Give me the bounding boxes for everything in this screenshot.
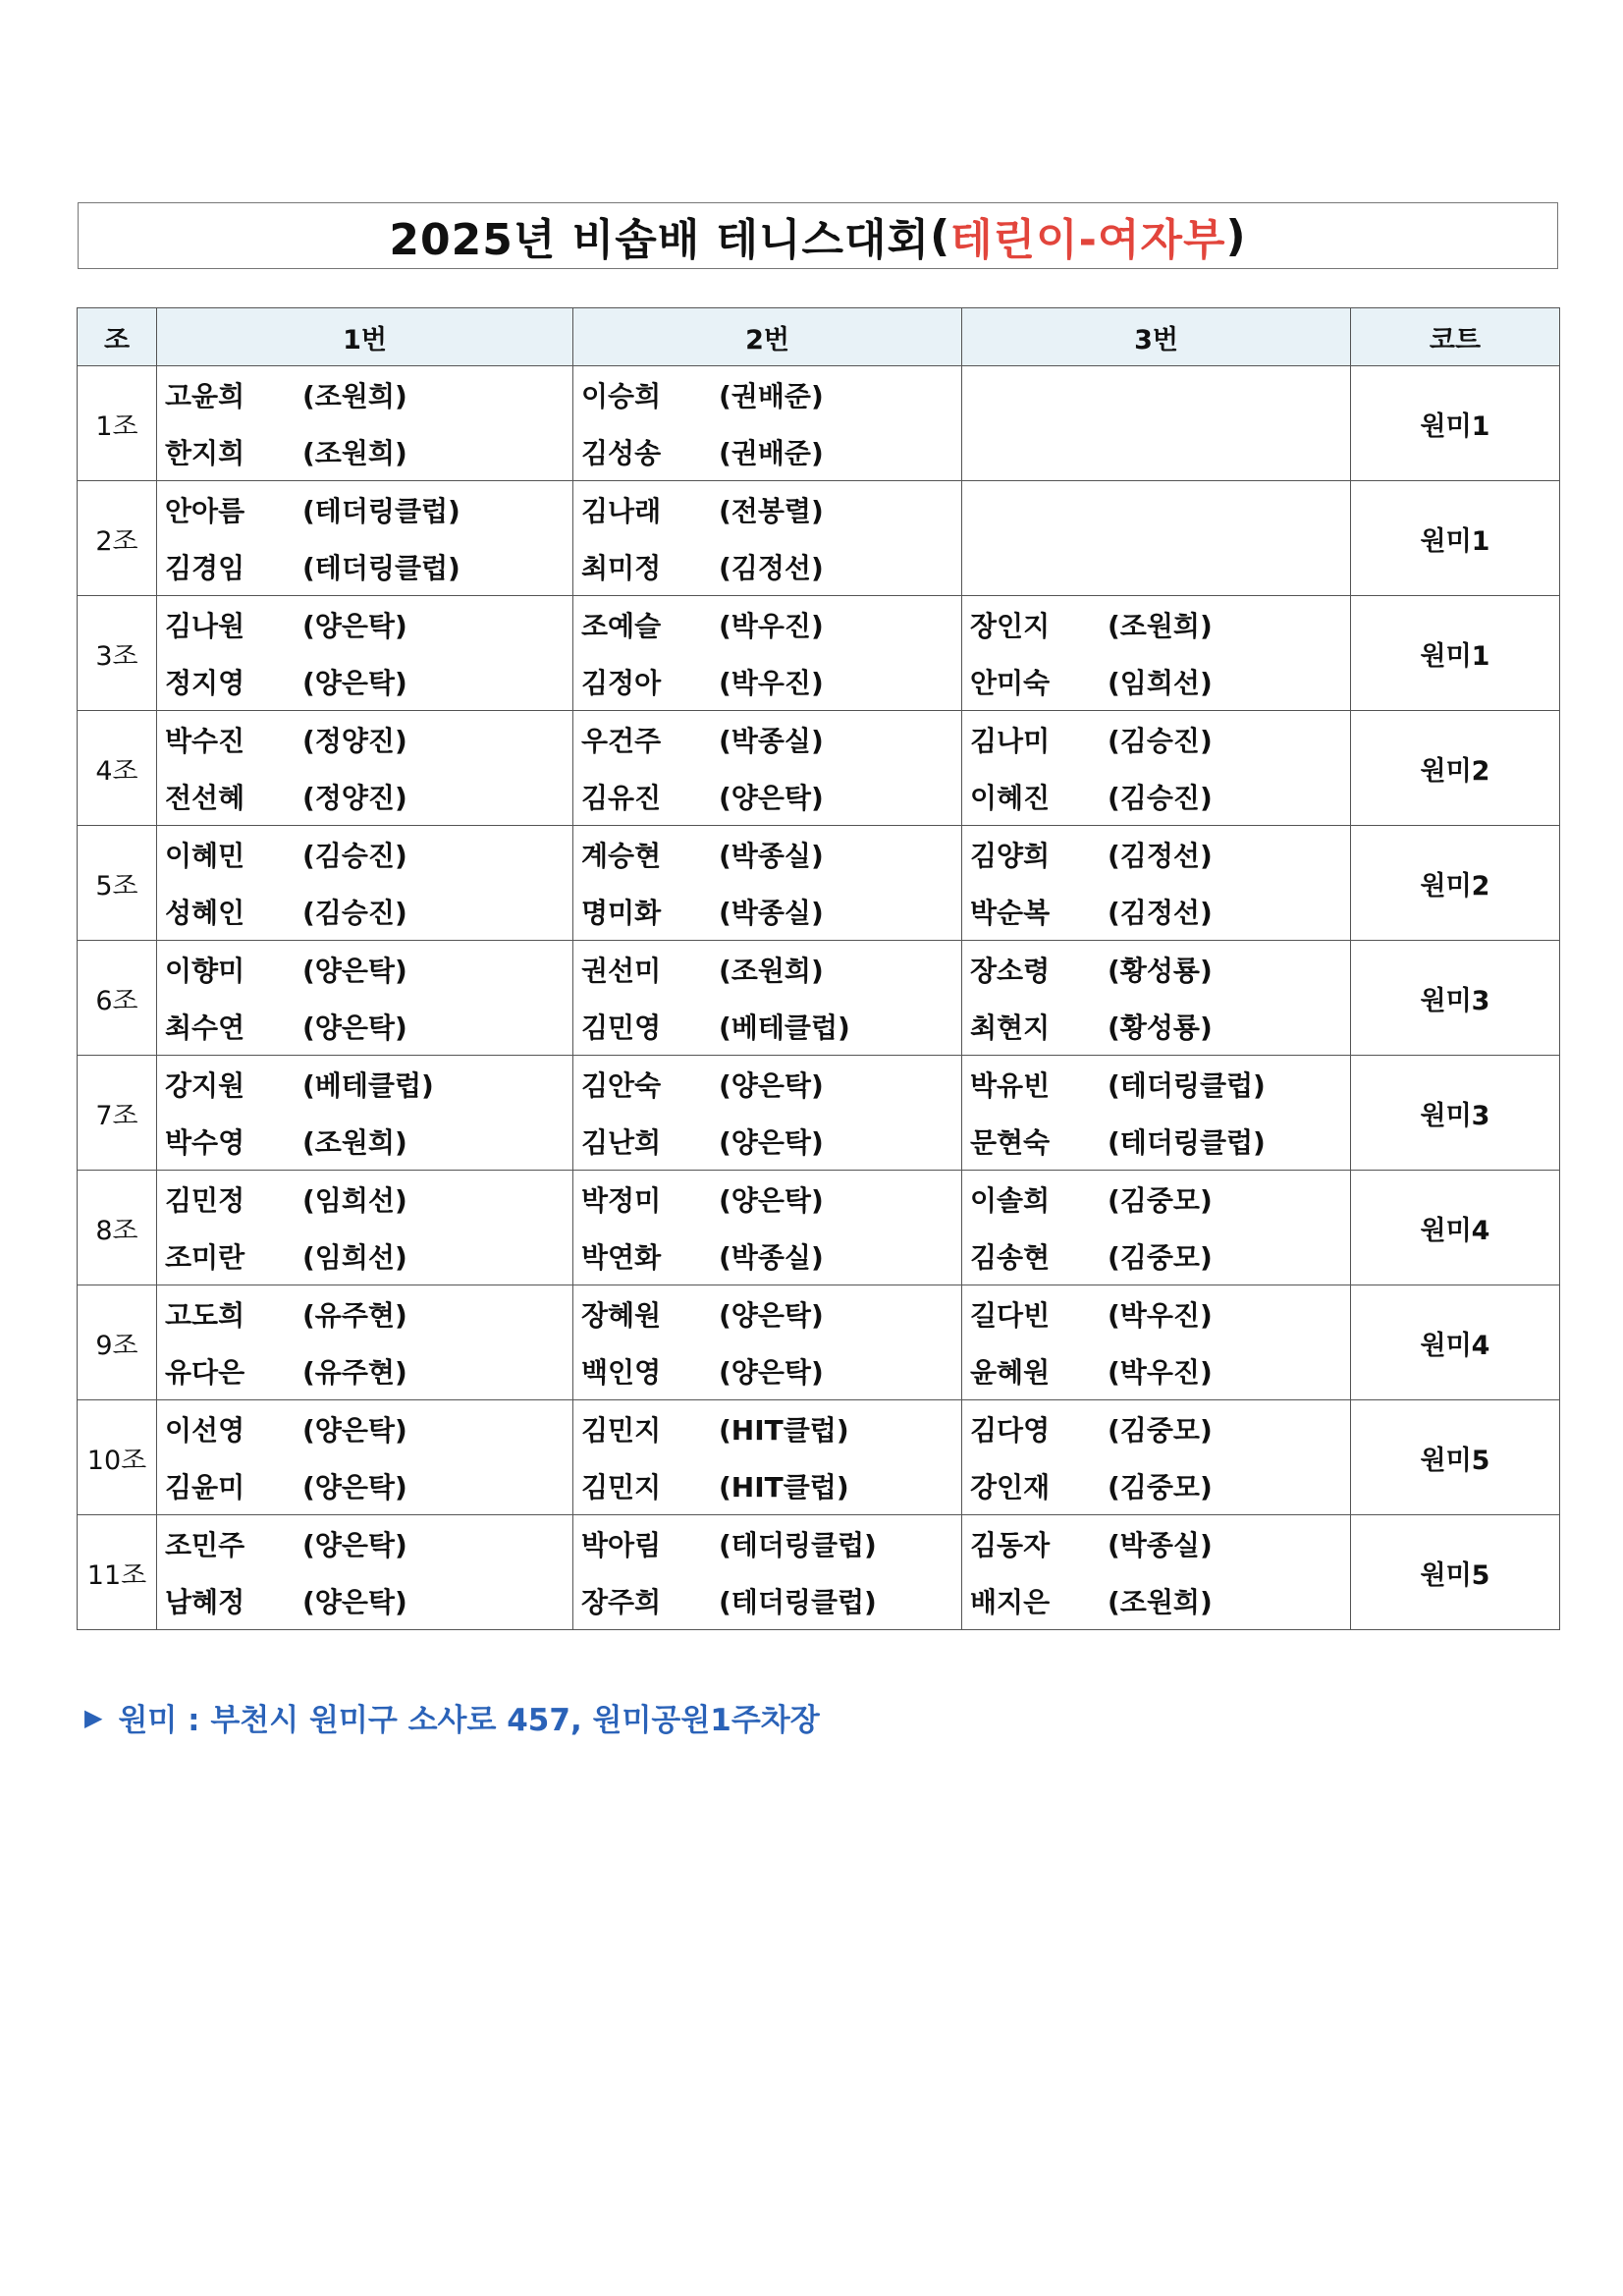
player-name: 김나원 xyxy=(165,610,245,642)
player-name: 박유빈 xyxy=(970,1069,1051,1102)
slot-cell xyxy=(157,366,573,481)
header-slot-1: 1번 xyxy=(157,308,573,366)
group-number: 7조 xyxy=(78,1056,157,1171)
slot-cell xyxy=(962,1056,1351,1171)
player-name: 김다영 xyxy=(970,1414,1051,1447)
player-name: 장혜원 xyxy=(581,1299,662,1332)
player-name: 백인영 xyxy=(581,1356,662,1389)
player-club: (베테클럽) xyxy=(302,1069,434,1102)
title-main: 2025년 비솝배 테니스대회 xyxy=(389,215,931,265)
player-club: (양은탁) xyxy=(719,1069,824,1102)
player-club: (테더링클럽) xyxy=(302,495,460,527)
player-name: 김안숙 xyxy=(581,1069,662,1102)
player-entry xyxy=(157,1056,572,1113)
slot-cell xyxy=(962,1285,1351,1400)
player-name: 김동자 xyxy=(970,1529,1051,1561)
player-club: (양은탁) xyxy=(719,1299,824,1332)
player-entry xyxy=(962,1056,1350,1113)
player-entry xyxy=(573,1228,961,1285)
group-number: 11조 xyxy=(78,1515,157,1630)
player-club: (HIT클럽) xyxy=(719,1414,849,1447)
slot-cell xyxy=(573,1171,962,1285)
player-club: (조원희) xyxy=(302,380,407,412)
group-row xyxy=(78,596,1560,711)
player-club: (양은탁) xyxy=(302,1414,407,1447)
slot-cell xyxy=(157,826,573,941)
player-club: (양은탁) xyxy=(302,667,407,699)
player-club: (테더링클럽) xyxy=(719,1529,877,1561)
player-entry xyxy=(962,1515,1350,1572)
player-club: (권배준) xyxy=(719,437,824,469)
court-label: 원미5 xyxy=(1351,1400,1560,1515)
player-club: (김승진) xyxy=(1108,725,1213,757)
court-label: 원미5 xyxy=(1351,1515,1560,1630)
player-name: 문현숙 xyxy=(970,1126,1051,1159)
court-label: 원미3 xyxy=(1351,941,1560,1056)
player-entry xyxy=(157,1572,572,1629)
player-entry xyxy=(157,941,572,998)
slot-cell xyxy=(962,1171,1351,1285)
player-name: 고윤희 xyxy=(165,380,245,412)
player-entry xyxy=(157,1515,572,1572)
header-court: 코트 xyxy=(1351,308,1560,366)
player-entry xyxy=(573,1056,961,1113)
player-name: 박수영 xyxy=(165,1126,245,1159)
player-entry xyxy=(573,1400,961,1457)
player-entry xyxy=(573,768,961,825)
player-name: 유다은 xyxy=(165,1356,245,1389)
player-club: (정양진) xyxy=(302,782,407,814)
slot-cell xyxy=(573,1056,962,1171)
group-row xyxy=(78,366,1560,481)
player-club: (조원희) xyxy=(302,437,407,469)
court-label: 원미2 xyxy=(1351,826,1560,941)
player-entry xyxy=(962,1457,1350,1514)
slot-cell xyxy=(962,481,1351,596)
player-name: 남혜정 xyxy=(165,1586,245,1618)
court-label: 원미2 xyxy=(1351,711,1560,826)
player-name: 박순복 xyxy=(970,897,1051,929)
group-row xyxy=(78,1285,1560,1400)
player-club: (김중모) xyxy=(1108,1241,1213,1274)
player-name: 최현지 xyxy=(970,1011,1051,1044)
slot-cell xyxy=(157,1515,573,1630)
player-entry xyxy=(962,1285,1350,1342)
player-club: (김중모) xyxy=(1108,1414,1213,1447)
slot-cell xyxy=(157,481,573,596)
player-name: 김정아 xyxy=(581,667,662,699)
player-name: 박정미 xyxy=(581,1184,662,1217)
player-club: (김승진) xyxy=(1108,782,1213,814)
slot-cell xyxy=(573,1400,962,1515)
player-club: (김정선) xyxy=(1108,840,1213,872)
player-entry xyxy=(573,481,961,538)
player-club: (양은탁) xyxy=(302,610,407,642)
player-club: (황성룡) xyxy=(1108,955,1213,987)
player-club: (김승진) xyxy=(302,840,407,872)
slot-cell xyxy=(573,941,962,1056)
player-name: 김민지 xyxy=(581,1414,662,1447)
group-number: 5조 xyxy=(78,826,157,941)
header-slot-2: 2번 xyxy=(573,308,962,366)
player-club: (박우진) xyxy=(719,667,824,699)
player-entry xyxy=(157,366,572,423)
player-name: 최수연 xyxy=(165,1011,245,1044)
group-number: 6조 xyxy=(78,941,157,1056)
court-label: 원미1 xyxy=(1351,596,1560,711)
player-entry xyxy=(573,1285,961,1342)
group-number: 8조 xyxy=(78,1171,157,1285)
group-number: 1조 xyxy=(78,366,157,481)
player-entry xyxy=(573,826,961,883)
player-entry xyxy=(573,1342,961,1399)
group-row xyxy=(78,711,1560,826)
group-row xyxy=(78,1515,1560,1630)
player-club: (임희선) xyxy=(302,1184,407,1217)
player-name: 김민영 xyxy=(581,1011,662,1044)
slot-cell xyxy=(573,481,962,596)
player-club: (테더링클럽) xyxy=(1108,1126,1266,1159)
group-row xyxy=(78,1171,1560,1285)
player-name: 한지희 xyxy=(165,437,245,469)
player-entry xyxy=(157,653,572,710)
player-entry xyxy=(573,1515,961,1572)
player-club: (김정선) xyxy=(1108,897,1213,929)
player-entry xyxy=(157,883,572,940)
player-entry xyxy=(962,711,1350,768)
player-name: 박연화 xyxy=(581,1241,662,1274)
location-note xyxy=(84,1695,820,1739)
player-club: (조원희) xyxy=(302,1126,407,1159)
player-name: 김나미 xyxy=(970,725,1051,757)
player-name: 이향미 xyxy=(165,955,245,987)
group-number: 10조 xyxy=(78,1400,157,1515)
page-title xyxy=(78,202,1558,269)
player-club: (양은탁) xyxy=(719,1126,824,1159)
player-name: 최미정 xyxy=(581,552,662,584)
player-club: (조원희) xyxy=(719,955,824,987)
player-club: (김정선) xyxy=(719,552,824,584)
group-row xyxy=(78,481,1560,596)
slot-cell xyxy=(157,941,573,1056)
player-name: 우건주 xyxy=(581,725,662,757)
player-entry xyxy=(573,1572,961,1629)
player-entry xyxy=(157,998,572,1055)
player-name: 전선혜 xyxy=(165,782,245,814)
player-name: 명미화 xyxy=(581,897,662,929)
player-name: 안아름 xyxy=(165,495,245,527)
court-label: 원미1 xyxy=(1351,366,1560,481)
player-entry xyxy=(962,883,1350,940)
player-entry xyxy=(962,768,1350,825)
player-club: (박종실) xyxy=(719,725,824,757)
player-name: 길다빈 xyxy=(970,1299,1051,1332)
player-entry xyxy=(573,653,961,710)
player-entry xyxy=(157,1342,572,1399)
group-number: 4조 xyxy=(78,711,157,826)
slot-cell xyxy=(157,596,573,711)
player-name: 권선미 xyxy=(581,955,662,987)
player-entry xyxy=(962,1171,1350,1228)
slot-cell xyxy=(157,1400,573,1515)
slot-cell xyxy=(962,1515,1351,1630)
player-name: 강인재 xyxy=(970,1471,1051,1503)
player-name: 조예슬 xyxy=(581,610,662,642)
player-name: 이선영 xyxy=(165,1414,245,1447)
header-row xyxy=(78,308,1560,366)
slot-cell xyxy=(157,1171,573,1285)
player-club: (전봉렬) xyxy=(719,495,824,527)
player-club: (박종실) xyxy=(1108,1529,1213,1561)
player-entry xyxy=(157,1400,572,1457)
player-club: (테더링클럽) xyxy=(1108,1069,1266,1102)
player-club: (양은탁) xyxy=(302,1471,407,1503)
player-name: 이승희 xyxy=(581,380,662,412)
player-club: (김승진) xyxy=(302,897,407,929)
slot-cell xyxy=(573,826,962,941)
court-label: 원미4 xyxy=(1351,1171,1560,1285)
player-club: (황성룡) xyxy=(1108,1011,1213,1044)
slot-cell xyxy=(573,1515,962,1630)
player-name: 이솔희 xyxy=(970,1184,1051,1217)
player-name: 정지영 xyxy=(165,667,245,699)
player-club: (양은탁) xyxy=(719,782,824,814)
player-name: 김송현 xyxy=(970,1241,1051,1274)
player-entry xyxy=(962,941,1350,998)
slot-cell xyxy=(573,366,962,481)
slot-cell xyxy=(573,1285,962,1400)
slot-cell xyxy=(573,596,962,711)
player-club: (박종실) xyxy=(719,840,824,872)
player-club: (베테클럽) xyxy=(719,1011,850,1044)
player-entry xyxy=(157,1228,572,1285)
group-number: 3조 xyxy=(78,596,157,711)
player-entry xyxy=(573,596,961,653)
player-name: 고도희 xyxy=(165,1299,245,1332)
player-name: 김경임 xyxy=(165,552,245,584)
slot-cell xyxy=(962,366,1351,481)
player-name: 김윤미 xyxy=(165,1471,245,1503)
title-division: 테린이-여자부 xyxy=(950,215,1226,265)
player-entry xyxy=(962,998,1350,1055)
player-name: 윤혜원 xyxy=(970,1356,1051,1389)
slot-cell xyxy=(157,1056,573,1171)
court-label: 원미4 xyxy=(1351,1285,1560,1400)
player-name: 박아림 xyxy=(581,1529,662,1561)
player-club: (김중모) xyxy=(1108,1471,1213,1503)
player-club: (정양진) xyxy=(302,725,407,757)
slot-cell xyxy=(962,1400,1351,1515)
triangle-right-icon: ▶ xyxy=(84,1703,103,1731)
player-entry xyxy=(157,1171,572,1228)
player-club: (조원희) xyxy=(1108,610,1213,642)
player-entry xyxy=(573,883,961,940)
player-club: (박우진) xyxy=(1108,1299,1213,1332)
player-entry xyxy=(573,538,961,595)
player-club: (유주현) xyxy=(302,1299,407,1332)
header-group: 조 xyxy=(78,308,157,366)
player-entry xyxy=(157,1113,572,1170)
player-name: 강지원 xyxy=(165,1069,245,1102)
player-name: 안미숙 xyxy=(970,667,1051,699)
group-row xyxy=(78,1400,1560,1515)
player-club: (권배준) xyxy=(719,380,824,412)
player-entry xyxy=(573,941,961,998)
player-entry xyxy=(573,1171,961,1228)
player-name: 김양희 xyxy=(970,840,1051,872)
player-entry xyxy=(962,1572,1350,1629)
player-entry xyxy=(573,1457,961,1514)
player-club: (양은탁) xyxy=(302,1011,407,1044)
player-club: (임희선) xyxy=(302,1241,407,1274)
group-number: 9조 xyxy=(78,1285,157,1400)
player-entry xyxy=(157,538,572,595)
player-entry xyxy=(157,423,572,480)
player-name: 김민지 xyxy=(581,1471,662,1503)
player-name: 김유진 xyxy=(581,782,662,814)
player-club: (박종실) xyxy=(719,1241,824,1274)
player-club: (양은탁) xyxy=(302,955,407,987)
court-label: 원미3 xyxy=(1351,1056,1560,1171)
slot-cell xyxy=(157,1285,573,1400)
player-name: 조민주 xyxy=(165,1529,245,1561)
player-name: 장인지 xyxy=(970,610,1051,642)
player-entry xyxy=(573,423,961,480)
player-club: (HIT클럽) xyxy=(719,1471,849,1503)
player-name: 김성송 xyxy=(581,437,662,469)
player-name: 계승현 xyxy=(581,840,662,872)
player-entry xyxy=(157,768,572,825)
player-entry xyxy=(157,1285,572,1342)
player-entry xyxy=(962,596,1350,653)
player-entry xyxy=(157,711,572,768)
player-club: (조원희) xyxy=(1108,1586,1213,1618)
player-club: (김중모) xyxy=(1108,1184,1213,1217)
player-entry xyxy=(157,1457,572,1514)
slot-cell xyxy=(962,826,1351,941)
slot-cell xyxy=(573,711,962,826)
player-name: 이혜진 xyxy=(970,782,1051,814)
player-name: 장소령 xyxy=(970,955,1051,987)
player-entry xyxy=(157,596,572,653)
player-entry xyxy=(962,1400,1350,1457)
group-number: 2조 xyxy=(78,481,157,596)
group-row xyxy=(78,826,1560,941)
player-club: (양은탁) xyxy=(302,1529,407,1561)
player-club: (테더링클럽) xyxy=(719,1586,877,1618)
player-club: (박우진) xyxy=(719,610,824,642)
player-name: 김나래 xyxy=(581,495,662,527)
location-text: 원미 : 부천시 원미구 소사로 457, 원미공원1주차장 xyxy=(118,1703,820,1738)
player-name: 배지은 xyxy=(970,1586,1051,1618)
player-entry xyxy=(962,653,1350,710)
player-club: (양은탁) xyxy=(719,1356,824,1389)
player-club: (양은탁) xyxy=(719,1184,824,1217)
player-name: 박수진 xyxy=(165,725,245,757)
player-entry xyxy=(157,481,572,538)
slot-cell xyxy=(157,711,573,826)
slot-cell xyxy=(962,941,1351,1056)
court-label: 원미1 xyxy=(1351,481,1560,596)
player-club: (테더링클럽) xyxy=(302,552,460,584)
group-table xyxy=(77,307,1560,1630)
player-entry xyxy=(573,1113,961,1170)
player-club: (유주현) xyxy=(302,1356,407,1389)
player-entry xyxy=(962,1342,1350,1399)
group-row xyxy=(78,941,1560,1056)
group-row xyxy=(78,1056,1560,1171)
player-club: (박종실) xyxy=(719,897,824,929)
player-club: (양은탁) xyxy=(302,1586,407,1618)
player-entry xyxy=(573,998,961,1055)
player-name: 김난희 xyxy=(581,1126,662,1159)
player-entry xyxy=(573,711,961,768)
slot-cell xyxy=(962,596,1351,711)
player-name: 성혜인 xyxy=(165,897,245,929)
player-name: 김민정 xyxy=(165,1184,245,1217)
player-entry xyxy=(962,1228,1350,1285)
player-name: 이혜민 xyxy=(165,840,245,872)
player-entry xyxy=(157,826,572,883)
player-name: 장주희 xyxy=(581,1586,662,1618)
player-entry xyxy=(962,826,1350,883)
title-paren-close: ) xyxy=(1225,210,1247,261)
player-entry xyxy=(573,366,961,423)
header-slot-3: 3번 xyxy=(962,308,1351,366)
player-club: (박우진) xyxy=(1108,1356,1213,1389)
title-paren-open: ( xyxy=(930,210,951,261)
player-name: 조미란 xyxy=(165,1241,245,1274)
player-entry xyxy=(962,1113,1350,1170)
player-club: (임희선) xyxy=(1108,667,1213,699)
slot-cell xyxy=(962,711,1351,826)
